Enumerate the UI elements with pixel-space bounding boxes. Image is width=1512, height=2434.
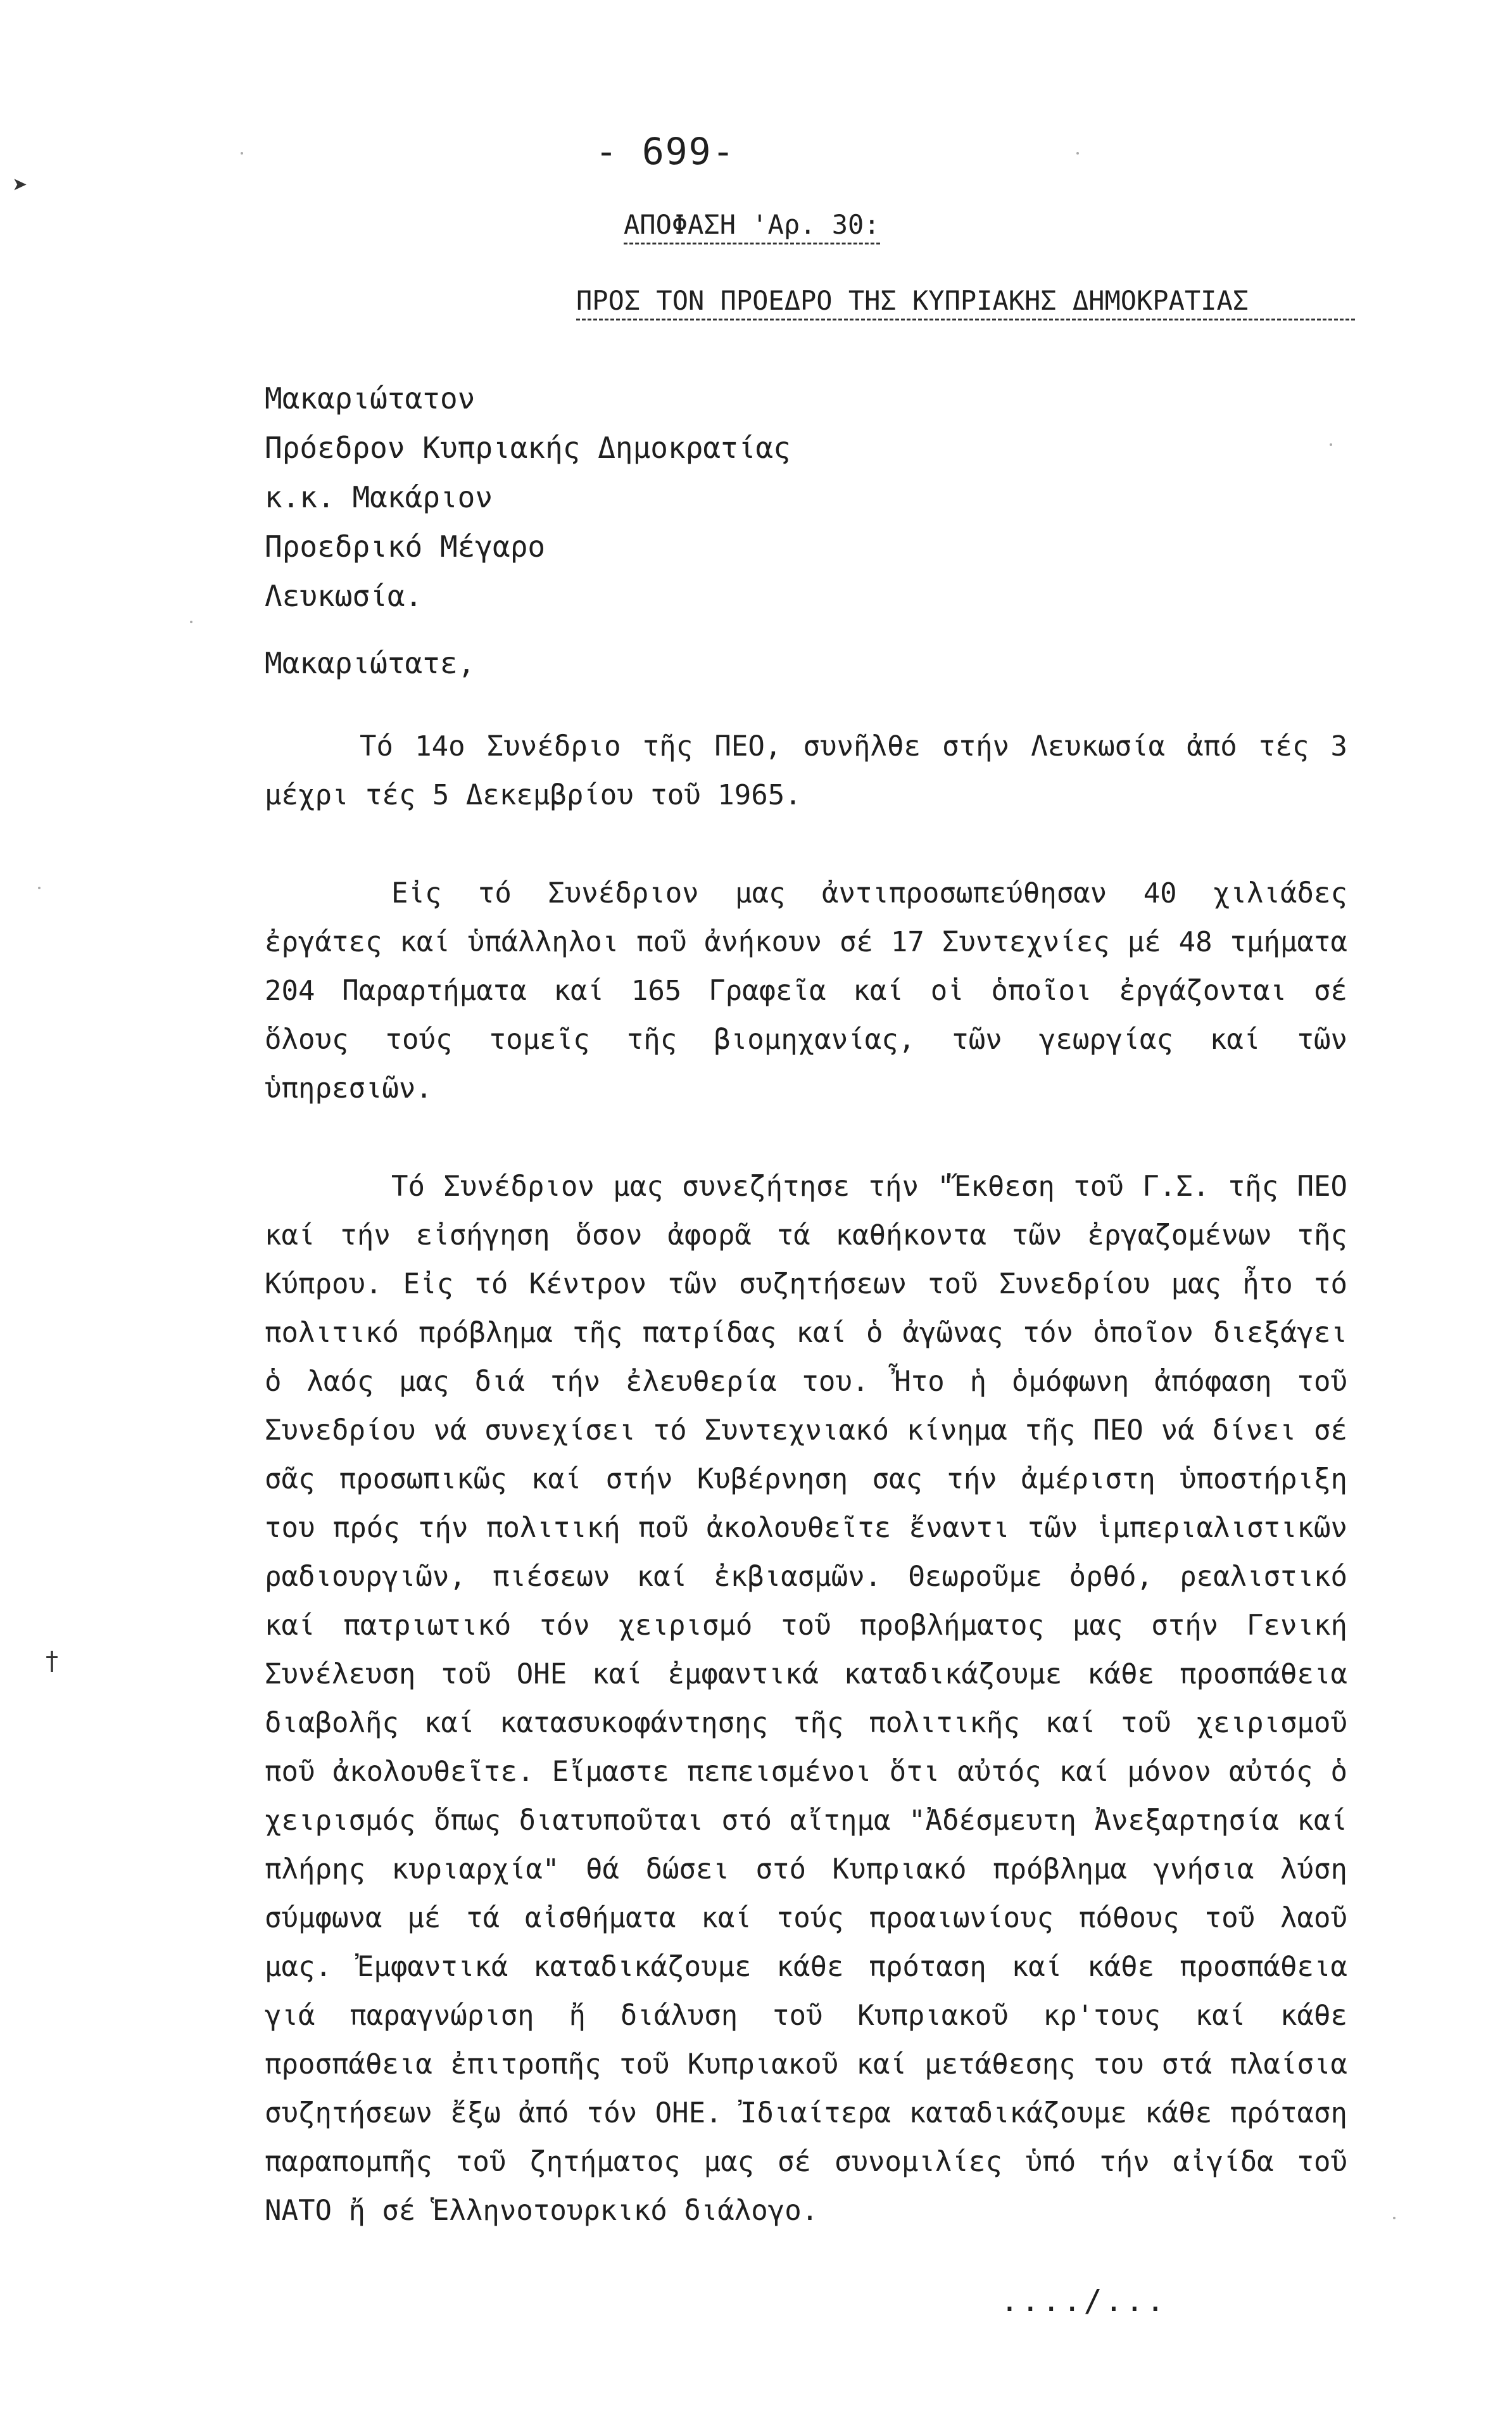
scan-speckle <box>1076 152 1079 155</box>
scan-speckle <box>38 887 41 889</box>
recipient-address-block <box>265 374 791 621</box>
recipient-line: Προεδρικό Μέγαρο <box>265 529 546 564</box>
recipient-line: Μακαριώτατον <box>265 381 476 415</box>
scan-speckle <box>241 152 243 155</box>
page-number: - 699- <box>595 130 736 173</box>
scan-speckle <box>190 621 192 623</box>
salutation: Μακαριώτατε, <box>265 646 476 680</box>
body-paragraph: Τό Συνέδριον μας συνεζήτησε τήν "Ἔκθεση τοῦ Γ.Σ. τῆς ΠΕΟ καί τήν εἰσήγηση ὅσον ἀφορᾶ τά καθήκοντα τῶν ἐργαζομένων τῆς Κύπρου. Εἰς τό Κέντρον τῶν συζητήσεων τοῦ Συνεδρίου μας ἦτο τό πολιτικό πρόβλημα τῆς πατρίδας καί ὁ ἀγῶνας τόν ὁποῖον διεξάγει ὁ λαός μας διά τήν ἐλευθερία του. Ἦτο ἡ ὁμόφωνη ἀπόφαση τοῦ Συνεδρίου νά συνεχίσει τό Συντεχνιακό κίνημα τῆς ΠΕΟ νά δίνει σέ σᾶς προσωπικῶς καί στήν Κυβέρνηση σας τήν ἀμέριστη ὑποστήριξη του πρός τήν πολιτική ποῦ ἀκολουθεῖτε ἔναντι τῶν ἱμπεριαλιστικῶν ραδιουργιῶν, πιέσεων καί ἐκβιασμῶν. Θεωροῦμε ὀρθό, ρεαλιστικό καί πατριωτικό τόν χειρισμό τοῦ προβλήματος μας στήν Γενική Συνέλευση τοῦ ΟΗΕ καί ἐμφαντικά καταδικάζουμε κάθε προσπάθεια διαβολῆς καί κατασυκοφάντησης τῆς πολιτικῆς καί τοῦ χειρισμοῦ ποῦ ἀκολουθεῖτε. Εἴμαστε πεπεισμένοι ὅτι αὐτός καί μόνον αὐτός ὁ χειρισμός ὅπως διατυποῦται στό αἴτημα "Ἀδέσμευτη Ἀνεξαρτησία καί πλήρης κυριαρχία" θά δώσει στό Κυπριακό πρόβλημα γνήσια λύση σύμφωνα μέ τά αἰσθήματα καί τούς προαιωνίους πόθους τοῦ λαοῦ μας. Ἐμφαντικά καταδικάζουμε κάθε πρόταση καί κάθε προσπάθεια γιά παραγνώριση ἤ διάλυση τοῦ Κυπριακοῦ κρ'τους καί κάθε προσπάθεια ἐπιτροπῆς τοῦ Κυπριακοῦ καί μετάθεσης του στά πλαίσια συζητήσεων ἔξω ἀπό τόν ΟΗΕ. Ἰδιαίτερα καταδικάζουμε κάθε πρόταση παραπομπῆς τοῦ ζητήματος μας σέ συνομιλίες ὑπό τήν αἰγίδα τοῦ ΝΑΤΟ ἤ σέ Ἑλληνοτουρκικό διάλογο. <box>265 1170 1347 2227</box>
body-paragraph: Τό 14ο Συνέδριο τῆς ΠΕΟ, συνῆλθε στήν Λευκωσία ἀπό τές 3 μέχρι τές 5 Δεκεμβρίου τοῦ 1965. <box>265 730 1347 811</box>
body-paragraph: Εἰς τό Συνέδριον μας ἀντιπροσωπεύθησαν 40 χιλιάδες ἐργάτες καί ὑπάλληλοι ποῦ ἀνήκουν σέ 17 Συντεχνίες μέ 48 τμήματα 204 Παραρτήματα καί 165 Γραφεῖα καί οἱ ὁποῖοι ἐργάζονται σέ ὅλους τούς τομεῖς τῆς βιομηχανίας, τῶν γεωργίας καί τῶν ὑπηρεσιῶν. <box>265 877 1347 1105</box>
scan-speckle <box>1330 443 1332 446</box>
continuation-marker: ..../... <box>1000 2283 1168 2319</box>
margin-cross-mark: † <box>44 1647 60 1676</box>
margin-arrow-mark: ➤ <box>13 171 28 200</box>
scan-speckle <box>1393 2217 1395 2219</box>
decision-title: ΑΠΟΦΑΣΗ 'Αρ. 30: <box>624 209 880 244</box>
recipient-line: κ.κ. Μακάριον <box>265 480 493 514</box>
letter-body <box>265 722 1347 2285</box>
recipient-line: Λευκωσία. <box>265 579 423 613</box>
addressee-heading: ΠΡΟΣ ΤΟΝ ΠΡΟΕΔΡΟ ΤΗΣ ΚΥΠΡΙΑΚΗΣ ΔΗΜΟΚΡΑΤΙΑΣ <box>576 285 1355 320</box>
recipient-line: Πρόεδρον Κυπριακής Δημοκρατίας <box>265 431 791 465</box>
